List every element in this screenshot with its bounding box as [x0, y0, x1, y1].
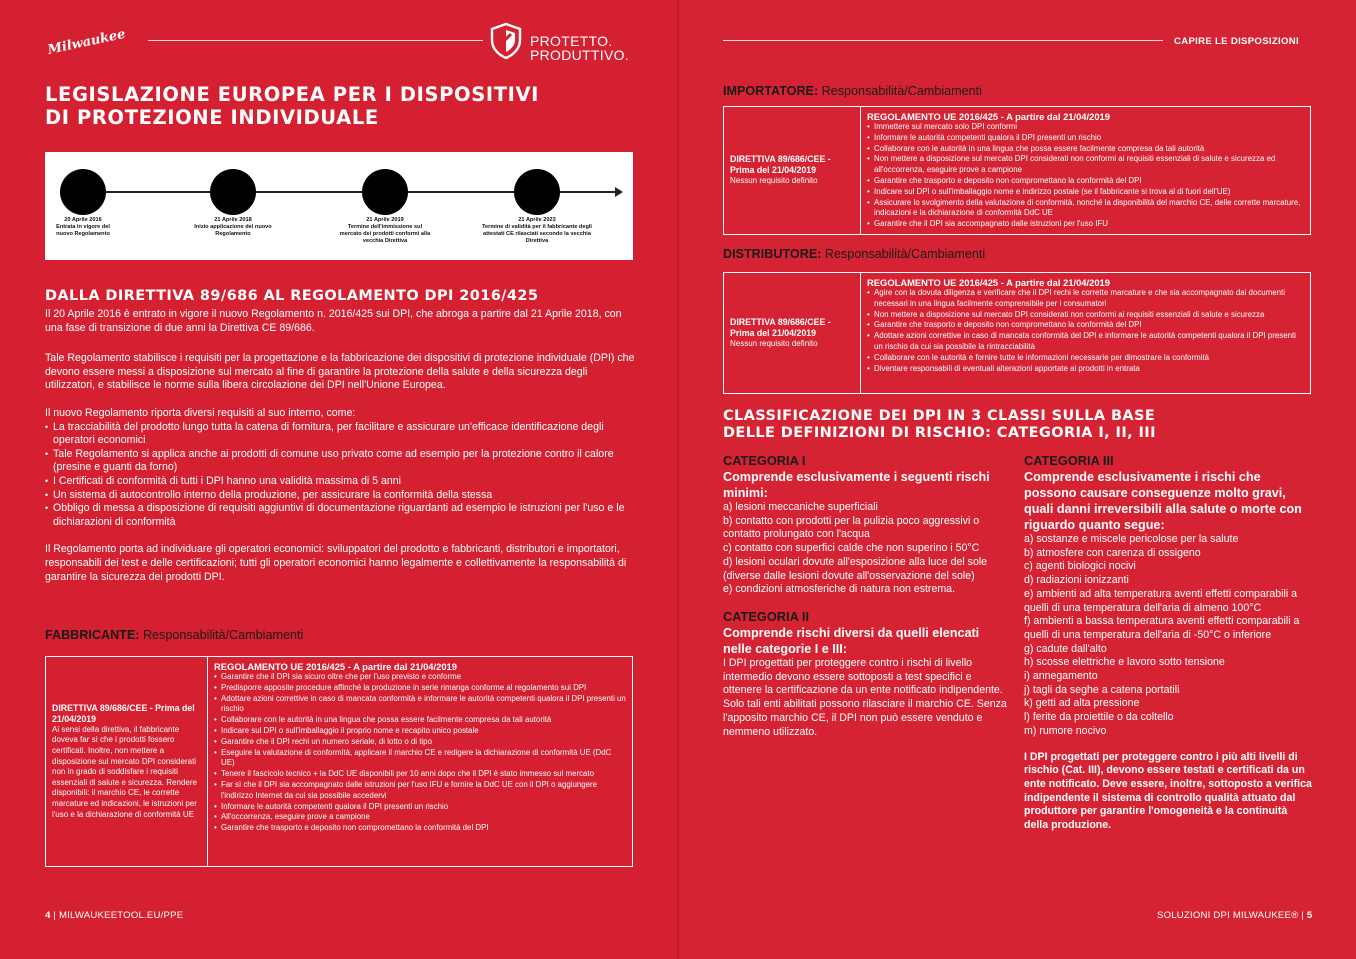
category-2 [723, 609, 1008, 739]
footer-left: 4 | MILWAUKEETOOL.EU/PPE [45, 910, 184, 921]
timeline-dot [514, 169, 560, 215]
table-item: • Informare le autorità competenti qualora il DPI presenti un rischio [214, 802, 626, 813]
footer-brand: SOLUZIONI DPI MILWAUKEE® [1157, 910, 1299, 921]
timeline-arrow-icon [615, 187, 623, 197]
heading-sub: Responsabilità/Cambiamenti [142, 628, 304, 642]
table-item: • Collaborare con le autorità in una lingua che possa essere facilmente compresa da tali autorità [867, 144, 1304, 155]
timeline-date: 21 Aprile 2019 [366, 217, 404, 223]
bullet-item: • I Certificati di conformità di tutti i DPI hanno una validità massima di 5 anni [45, 475, 635, 489]
right-page [679, 0, 1356, 959]
intro-text [45, 308, 635, 584]
table-right-title: REGOLAMENTO UE 2016/425 - A partire dal 21/04/2019 [214, 661, 457, 672]
tagline-line-1: PROTETTO. [530, 33, 613, 49]
table-left-cell [724, 107, 861, 234]
importatore-heading [723, 84, 982, 98]
timeline-dot [60, 169, 106, 215]
table-right-title: REGOLAMENTO UE 2016/425 - A partire dal 21/04/2019 [867, 277, 1110, 288]
table-item: • Indicare sul DPI o sull'imballaggio il proprio nome e recapito unico postale [214, 726, 626, 737]
category-line: l) ferite da proiettile o da coltello [1024, 711, 1174, 724]
importatore-table [723, 106, 1311, 235]
category-line: g) cadute dall'alto [1024, 642, 1107, 655]
paragraph: Il Regolamento porta ad individuare gli operatori economici: sviluppatori del prodotto e fabbricanti, distributori e importatori, responsabili dei test e delle certificazioni; tutti gli operatori economici hanno legalmente e collettivamente la responsabilità di garantire la sicurezza dei prodotti DPI. [45, 543, 627, 583]
paragraph: Tale Regolamento stabilisce i requisiti per la progettazione e la fabbricazione dei dispositivi di protezione individuale (DPI) che devono essere messi a disposizione sul mercato al fine di garantire la protezione della salute e della sicurezza degli utilizzatori, e stabilisce le norme sulla libera circolazione dei DPI nell'Unione Europea. [45, 352, 635, 392]
distributore-heading [723, 247, 985, 261]
table-item: • Indicare sul DPI o sull'imballaggio nome e indirizzo postale (se il fabbricante si trova al di fuori dell'UE) [867, 187, 1304, 198]
svg-text:Milwaukee: Milwaukee [46, 26, 127, 58]
heading-label: FABBRICANTE: [45, 628, 140, 642]
timeline-text: Inizio applicazione del nuovo Regolamento [194, 224, 272, 237]
category-text: I DPI progettati per proteggere contro i rischi di livello intermedio devono essere sottoposti a test specifici e ottenere la certificazione da un ente notificato indipendente. Solo tali enti abilitati possono rilasciare il marchio CE. Senza l'apposito marchio CE, il DPI non può essere venduto e nemmeno utilizzato. [723, 657, 1007, 738]
heading-sub: Responsabilità/Cambiamenti [821, 84, 982, 98]
category-line: c) contatto con superfici calde che non superino i 50°C [723, 542, 980, 555]
page-number: 4 [45, 910, 51, 921]
category-line: b) contatto con prodotti per la pulizia poco aggressivi o contatto prolungato con l'acqua [723, 514, 980, 541]
category-note: I DPI progettati per proteggere contro i più alti livelli di rischio (Cat. III), devono essere testati e certificati da un ente notificato. Deve essere, inoltre, sottoposto a verifica indipendente il sistema di controllo qualità attuato dal produttore per garantire l'omogeneità e la continuità della produzione. [1024, 750, 1312, 832]
table-item: • Garantire che trasporto e deposito non compromettano la conformità del DPI [214, 823, 626, 834]
bullet-item: • Tale Regolamento si applica anche ai prodotti di comune uso privato come ad esempio per la protezione contro il calore (presine e guanti da forno) [45, 448, 635, 475]
table-item: • Collaborare con le autorità e fornire tutte le informazioni necessarie per dimostrare la conformità [867, 353, 1304, 364]
category-subtitle: Comprende esclusivamente i seguenti rischi minimi: [723, 470, 990, 500]
heading-sub: Responsabilità/Cambiamenti [824, 247, 986, 261]
table-right-title: REGOLAMENTO UE 2016/425 - A partire dal 21/04/2019 [867, 111, 1110, 122]
section-title: DALLA DIRETTIVA 89/686 AL REGOLAMENTO DPI 2016/425 [45, 288, 539, 304]
paragraph: Il nuovo Regolamento riporta diversi requisiti al suo interno, come: [45, 406, 356, 419]
category-3 [1024, 453, 1314, 833]
heading-label: DISTRIBUTORE: [723, 247, 822, 261]
table-left-title: DIRETTIVA 89/686/CEE - Prima del 21/04/2019 [52, 702, 195, 724]
table-item: • Far sì che il DPI sia accompagnato dalle istruzioni per l'uso IFU e fornire la DdC UE con il DPI o aggiungere l'indirizzo Internet da cui sia possibile accedervi [214, 780, 626, 802]
timeline-label [325, 217, 445, 245]
category-title: CATEGORIA I [723, 453, 806, 468]
timeline-label [477, 217, 597, 245]
table-item: • Garantire che il DPI rechi un numero seriale, di lotto o di tipo [214, 737, 626, 748]
page-title [45, 83, 645, 129]
tagline-line-2: PRODUTTIVO. [530, 47, 629, 63]
timeline-date: 21 Aprile 2023 [518, 217, 556, 223]
page-number: 5 [1306, 910, 1313, 921]
footer-right: SOLUZIONI DPI MILWAUKEE® | 5 [1157, 910, 1313, 921]
heading-label: IMPORTATORE: [723, 84, 819, 98]
table-item: • Informare le autorità competenti qualora il DPI presenti un rischio [867, 133, 1304, 144]
table-item: • Garantire che il DPI sia accompagnato dalle istruzioni per l'uso IFU [867, 219, 1304, 230]
table-left-text: Nessun requisito definito [730, 176, 818, 186]
shield-icon [490, 22, 522, 60]
bullet-item: • La tracciabilità del prodotto lungo tutta la catena di fornitura, per facilitare e assicurare un'efficace identificazione degli operatori economici [45, 421, 635, 448]
table-item: • Assicurare lo svolgimento della valutazione di conformità, nonché la disponibilità del marchio CE, delle corrette marcature, indicazioni e la dichiarazione di conformità DdC UE [867, 198, 1304, 220]
table-item: • Immettere sul mercato solo DPI conformi [867, 122, 1304, 133]
table-right-cell [208, 657, 632, 866]
milwaukee-logo [45, 26, 127, 58]
timeline-label [173, 217, 293, 238]
table-item: • Non mettere a disposizione sul mercato DPI considerati non conformi ai requisiti essenziali di salute e sicurezza [867, 310, 1304, 321]
timeline-date: 21 Aprile 2018 [214, 217, 252, 223]
header-rule [723, 40, 1163, 41]
table-left-text: Nessun requisito definito [730, 338, 818, 348]
timeline [45, 152, 633, 260]
table-item: • Eseguire la valutazione di conformità, applicare il marchio CE e redigere la dichiarazione di conformità UE (DdC UE) [214, 748, 626, 770]
category-line: d) radiazioni ionizzanti [1024, 574, 1129, 587]
table-item: • Non mettere a disposizione sul mercato DPI considerati non conformi ai requisiti essenziali di salute e sicurezza ed all'occorrenza, eseguire prove a campione [867, 154, 1304, 176]
table-item: • Agire con la dovuta diligenza e verificare che il DPI rechi le corrette marcature e che sia accompagnato dai documenti necessari in una lingua facilmente comprensibile per i consumatori [867, 288, 1304, 310]
category-line: f) ambienti a bassa temperatura aventi effetti comparabili a quelli di una temperatura dell'aria di -50°C o inferiore [1024, 615, 1300, 641]
category-line: k) getti ad alta pressione [1024, 697, 1140, 710]
table-item: • Adottare azioni correttive in caso di mancata conformità del DPI e informare le autorità competenti qualora il DPI presenti un rischio da cui sia possibile la rintracciabilità [867, 331, 1304, 353]
category-line: c) agenti biologici nocivi [1024, 560, 1136, 573]
category-line: d) lesioni oculari dovute all'esposizione alla luce del sole (diverse dalle lesioni dovute all'osservazione del sole) [723, 555, 988, 582]
distributore-table [723, 272, 1311, 394]
category-subtitle: Comprende rischi diversi da quelli elencati nelle categorie I e III: [723, 626, 980, 656]
left-page [0, 0, 677, 959]
tagline [530, 34, 629, 62]
fabbricante-heading [45, 628, 303, 642]
timeline-dot [210, 169, 256, 215]
category-line: e) ambienti ad alta temperatura aventi effetti comparabili a quelli di una temperatura dell'aria di almeno 100°C [1024, 587, 1298, 614]
page-title-line-1: LEGISLAZIONE EUROPEA PER I DISPOSITIVI [45, 83, 540, 106]
timeline-text: Termine dell'immissione sul mercato dei prodotti conformi alla vecchia Direttiva [339, 224, 431, 244]
table-item: • Garantire che trasporto e deposito non compromettano la conformità del DPI [867, 176, 1304, 187]
table-item: • Diventare responsabili di eventuali alterazioni apportate ai prodotti in entrata [867, 364, 1304, 375]
bullet-item: • Un sistema di autocontrollo interno della produzione, per assicurare la conformità della stessa [45, 489, 635, 503]
table-right-cell [861, 107, 1310, 234]
timeline-text: Termine di validità per il fabbricante degli attestati CE rilasciati secondo la vecchia Direttiva [482, 224, 592, 244]
table-item: • Predisporre apposite procedure affinché la produzione in serie rimanga conforme al regolamento sui DPI [214, 683, 626, 694]
classification-title-line-1: CLASSIFICAZIONE DEI DPI IN 3 CLASSI SULLA BASE [723, 408, 1156, 424]
classification-title [723, 408, 1323, 442]
category-title: CATEGORIA II [723, 609, 810, 624]
category-title: CATEGORIA III [1024, 453, 1114, 468]
category-line: a) lesioni meccaniche superficiali [723, 501, 878, 513]
category-line: j) tagli da seghe a catena portatili [1024, 683, 1180, 696]
table-left-cell [46, 657, 208, 866]
category-line: b) atmosfere con carenza di ossigeno [1024, 546, 1201, 559]
timeline-label [23, 217, 143, 238]
table-left-title: DIRETTIVA 89/686/CEE - Prima del 21/04/2019 [730, 316, 831, 338]
bullet-item: • Obbligo di messa a disposizione di requisiti aggiuntivi di documentazione riguardanti ad esempio le istruzioni per l'uso e le dichiarazioni di conformità [45, 502, 635, 529]
category-subtitle: Comprende esclusivamente i rischi che possono causare conseguenze molto gravi, quali danni irreversibili alla salute o morte con riguardo quanto segue: [1024, 470, 1302, 532]
table-item: • Adottare azioni correttive in caso di mancata conformità e informare le autorità competenti qualora il DPI presenti un rischio [214, 694, 626, 716]
category-line: i) annegamento [1024, 670, 1098, 683]
category-line: m) rumore nocivo [1024, 724, 1107, 737]
section-header: CAPIRE LE DISPOSIZIONI [1174, 36, 1299, 47]
category-line: h) scosse elettriche e lavoro sotto tensione [1024, 656, 1225, 669]
category-line: a) sostanze e miscele pericolose per la salute [1024, 533, 1239, 545]
table-left-text: Ai sensi della direttiva, il fabbricante doveva far sì che i prodotti fossero certificati. Inoltre, non mettere a disposizione sul mercato DPI considerati non in grado di soddisfare i requisiti essenziali di salute e sicurezza. Rendere disponibili: il marchio CE, le corrette marcature ed indicazioni, le istruzioni per l'uso e la dichiarazione di conformità UE [52, 724, 197, 819]
table-item: • Collaborare con le autorità in una lingua che possa essere facilmente compresa da tali autorità [214, 715, 626, 726]
timeline-date: 20 Aprile 2016 [64, 217, 102, 223]
table-item: • Garantire che trasporto e deposito non compromettano la conformità del DPI [867, 320, 1304, 331]
table-left-title: DIRETTIVA 89/686/CEE - Prima del 21/04/2019 [730, 154, 831, 176]
classification-title-line-2: DELLE DEFINIZIONI DI RISCHIO: CATEGORIA I, II, III [723, 425, 1156, 441]
paragraph: Il 20 Aprile 2016 è entrato in vigore il nuovo Regolamento n. 2016/425 sui DPI, che abroga a partire dal 21 Aprile 2018, con una fase di transizione di due anni la Direttiva CE 89/686. [45, 308, 622, 334]
footer-url[interactable]: MILWAUKEETOOL.EU/PPE [58, 910, 184, 921]
timeline-dot [362, 169, 408, 215]
page-title-line-2: DI PROTEZIONE INDIVIDUALE [45, 106, 379, 129]
table-right-cell [861, 273, 1310, 393]
timeline-text: Entrata in vigore del nuovo Regolamento [56, 224, 110, 237]
header-rule [148, 40, 483, 41]
table-left-cell [724, 273, 861, 393]
category-line: e) condizioni atmosferiche di natura non estrema. [723, 583, 956, 596]
table-item: • Garantire che il DPI sia sicuro oltre che per l'uso previsto e conforme [214, 672, 626, 683]
table-item: • All'occorrenza, eseguire prove a campione [214, 812, 626, 823]
table-item: • Tenere il fascicolo tecnico + la DdC UE disponibili per 10 anni dopo che il DPI è stato immesso sul mercato [214, 769, 626, 780]
category-1 [723, 453, 1013, 597]
fabbricante-table [45, 656, 633, 867]
